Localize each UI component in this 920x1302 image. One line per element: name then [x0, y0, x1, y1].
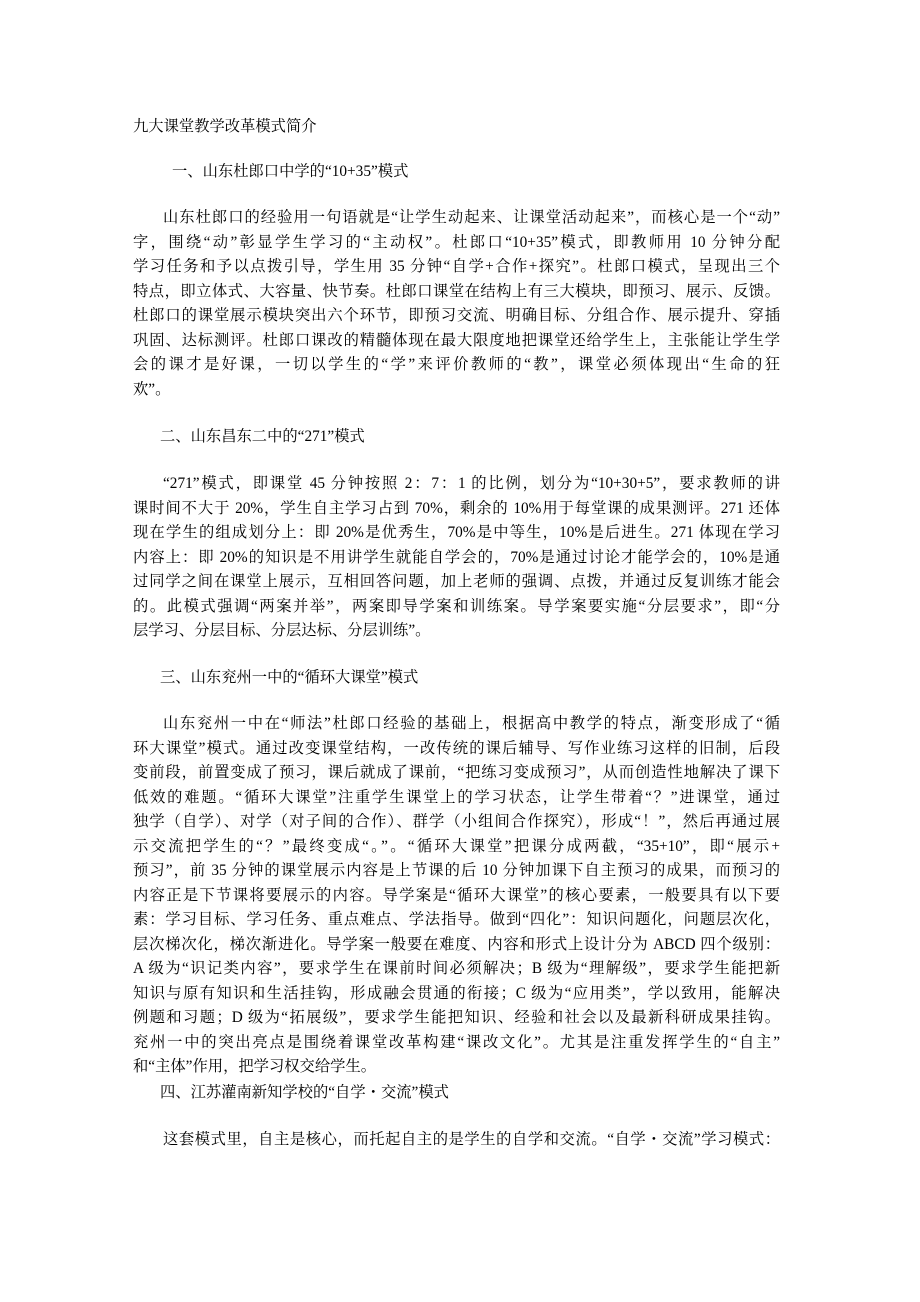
- paragraph-line: 内容正是下节课将要展示的内容。导学案是“循环大课堂”的核心要素，一般要具有以下要: [133, 886, 780, 904]
- paragraph-line: 层次梯次化，梯次渐进化。导学案一般要在难度、内容和形式上设计分为 ABCD 四个级别：: [133, 935, 780, 953]
- paragraph-line: 巩固、达标测评。杜郎口课改的精髓体现在最大限度地把课堂还给学生上，主张能让学生学: [133, 331, 780, 349]
- section-paragraph-3: [133, 712, 780, 1080]
- paragraph-line: 山东兖州一中在“师法”杜郎口经验的基础上，根据高中教学的特点，渐变形成了“循: [163, 715, 780, 732]
- paragraph-line: 学习任务和予以点拨引导，学生用 35 分钟“自学+合作+探究”。杜郎口模式，呈现出三个: [133, 258, 780, 275]
- paragraph-line: 素：学习目标、学习任务、重点难点、学法指导。做到“四化”：知识问题化，问题层次化，: [133, 911, 780, 928]
- paragraph-line: 现在学生的组成划分上：即 20%是优秀生，70%是中等生，10%是后进生。271 体现在学习: [133, 524, 780, 541]
- paragraph-line: 低效的难题。“循环大课堂”注重学生课堂上的学习状态，让学生带着“？”进课堂，通过: [133, 788, 780, 806]
- paragraph-line: 变前段，前置变成了预习，课后就成了课前，“把练习变成预习”，从而创造性地解决了课下: [133, 764, 780, 781]
- section-heading-3: 三、山东兖州一中的“循环大课堂”模式: [160, 669, 419, 686]
- paragraph-line: 环大课堂”模式。通过改变课堂结构，一改传统的课后辅导、写作业练习这样的旧制，后段: [133, 739, 780, 757]
- paragraph-line: 欢”。: [133, 380, 171, 398]
- paragraph-line: 的。此模式强调“两案并举”，两案即导学案和训练案。导学案要实施“分层要求”，即“分: [133, 597, 780, 615]
- paragraph-line: 例题和习题；D 级为“拓展级”，要求学生能把知识、经验和社会以及最新科研成果挂钩。: [133, 1009, 780, 1026]
- document-title: 九大课堂教学改革模式简介: [133, 118, 317, 135]
- section-paragraph-4: [133, 1128, 780, 1153]
- paragraph-line: 层学习、分层目标、分层达标、分层训练”。: [133, 622, 431, 639]
- section-heading-2: 二、山东昌东二中的“271”模式: [160, 428, 365, 445]
- paragraph-line: A 级为“识记类内容”，要求学生在课前时间必须解决；B 级为“理解级”，要求学生能把新: [133, 960, 780, 977]
- paragraph-line: 内容上：即 20%的知识是不用讲学生就能自学会的，70%是通过讨论才能学会的，10%是通: [133, 548, 780, 566]
- paragraph-line: 这套模式里，自主是核心，而托起自主的是学生的自学和交流。“自学・交流”学习模式：: [163, 1131, 780, 1148]
- paragraph-line: 预习”，前 35 分钟的课堂展示内容是上节课的后 10 分钟加课下自主预习的成果，而预习的: [133, 862, 780, 879]
- section-paragraph-2: [133, 472, 780, 644]
- paragraph-line: 示交流把学生的“？”最终变成“。”。“循环大课堂”把课分成两截，“35+10”，即“展示+: [133, 837, 780, 855]
- paragraph-line: 山东杜郎口的经验用一句语就是“让学生动起来、让课堂活动起来”，而核心是一个“动”: [163, 209, 780, 226]
- paragraph-line: “271”模式，即课堂 45 分钟按照 2：7：1 的比例，划分为“10+30+5”，要求教师的讲: [163, 475, 780, 492]
- paragraph-line: 和“主体”作用，把学习权交给学生。: [133, 1058, 377, 1075]
- section-paragraph-1: [133, 206, 780, 402]
- section-heading-1: 一、山东杜郎口中学的“10+35”模式: [172, 163, 409, 180]
- section-heading-4: 四、江苏灌南新知学校的“自学・交流”模式: [160, 1084, 449, 1101]
- paragraph-line: 杜郎口的课堂展示模块突出六个环节，即预习交流、明确目标、分组合作、展示提升、穿插: [133, 307, 780, 324]
- paragraph-line: 特点，即立体式、大容量、快节奏。杜郎口课堂在结构上有三大模块，即预习、展示、反馈。: [133, 282, 780, 300]
- paragraph-line: 独学（自学）、对学（对子间的合作）、群学（小组间合作探究），形成“！”，然后再通过展: [133, 813, 780, 830]
- paragraph-line: 兖州一中的突出亮点是围绕着课堂改革构建“课改文化”。尤其是注重发挥学生的“自主”: [133, 1033, 780, 1051]
- paragraph-line: 字，围绕“动”彰显学生学习的“主动权”。杜郎口“10+35”模式，即教师用 10 分钟分配: [133, 233, 780, 251]
- paragraph-line: 知识与原有知识和生活挂钩，形成融会贯通的衔接；C 级为“应用类”，学以致用，能解决: [133, 984, 780, 1002]
- paragraph-line: 过同学之间在课堂上展示，互相回答问题，加上老师的强调、点拨，并通过反复训练才能会: [133, 573, 780, 590]
- paragraph-line: 课时间不大于 20%，学生自主学习占到 70%，剩余的 10%用于每堂课的成果测评。271 还体: [133, 499, 780, 517]
- paragraph-line: 会的课才是好课，一切以学生的“学”来评价教师的“教”，课堂必须体现出“生命的狂: [133, 356, 780, 373]
